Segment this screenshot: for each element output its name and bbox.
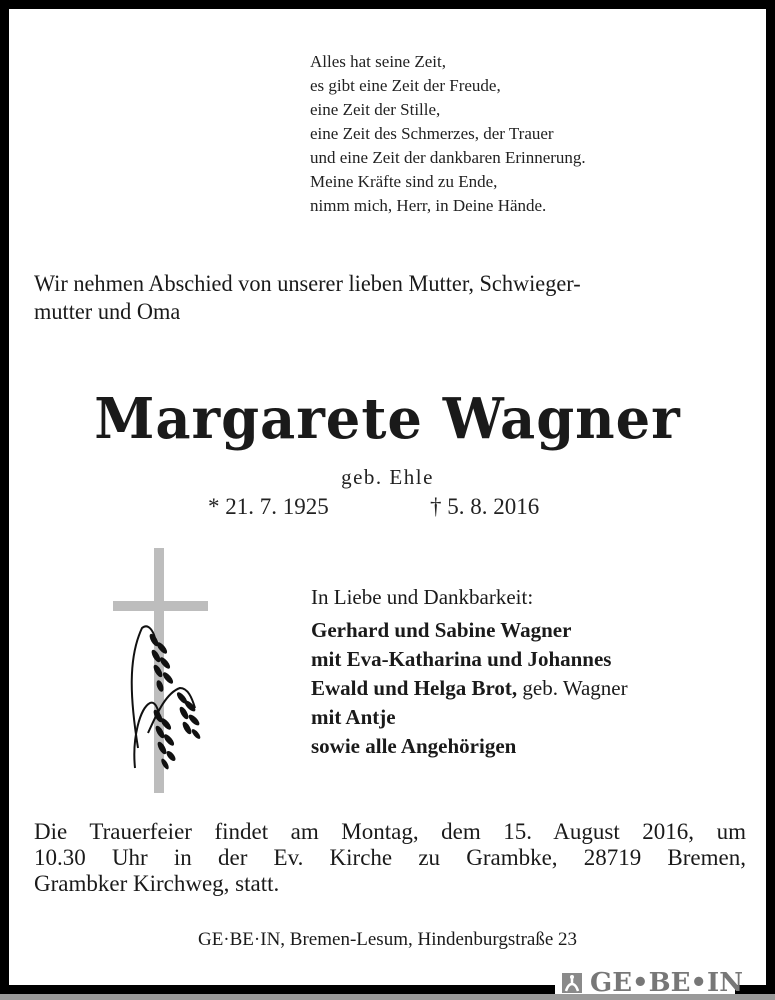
poem-line: Alles hat seine Zeit,: [310, 52, 446, 71]
intro-line: Wir nehmen Abschied von unserer lieben Mutter, Schwieger-: [34, 271, 581, 296]
poem-line: und eine Zeit der dankbaren Erinnerung.: [310, 148, 586, 167]
poem: [310, 50, 586, 218]
border-bottom-left: [0, 985, 555, 994]
birth-date: * 21. 7. 1925: [208, 494, 329, 519]
border-right: [766, 0, 775, 994]
service-line: Die Trauerfeier findet am Montag, dem 15. August 2016, um: [34, 819, 746, 844]
farewell-intro: [34, 270, 723, 326]
thanks-heading: In Liebe und Dankbarkeit:: [311, 585, 534, 609]
poem-line: es gibt eine Zeit der Freude,: [310, 76, 501, 95]
border-left: [0, 0, 9, 994]
poem-line: Meine Kräfte sind zu Ende,: [310, 172, 498, 191]
logo-text: GE•BE•IN: [590, 968, 743, 998]
death-date: † 5. 8. 2016: [430, 494, 540, 519]
family-line: Gerhard und Sabine Wagner: [311, 618, 572, 642]
service-line: Grambker Kirchweg, statt.: [34, 871, 280, 896]
maiden-name: geb. Ehle: [341, 465, 434, 489]
gebein-logo-mark-icon: [560, 971, 584, 995]
family-line: mit Eva-Katharina und Johannes: [311, 647, 612, 671]
poem-line: eine Zeit der Stille,: [310, 100, 441, 119]
family-list: [311, 583, 628, 761]
poem-line: eine Zeit des Schmerzes, der Trauer: [310, 124, 554, 143]
intro-line: mutter und Oma: [34, 299, 181, 324]
gebein-logo: [560, 967, 743, 999]
family-line: Ewald und Helga Brot, geb. Wagner: [311, 676, 628, 700]
funeral-service-info: [34, 819, 746, 897]
border-top: [0, 0, 775, 9]
cross-with-wheat-icon: [110, 548, 210, 793]
family-line: sowie alle Angehörigen: [311, 734, 517, 758]
family-line: mit Antje: [311, 705, 396, 729]
undertaker-address: GE·BE·IN, Bremen-Lesum, Hindenburgstraße 23: [197, 929, 578, 950]
service-line: 10.30 Uhr in der Ev. Kirche zu Grambke, 28719 Bremen,: [34, 845, 746, 870]
poem-line: nimm mich, Herr, in Deine Hände.: [310, 196, 547, 215]
deceased-name: Margarete Wagner: [94, 386, 681, 452]
